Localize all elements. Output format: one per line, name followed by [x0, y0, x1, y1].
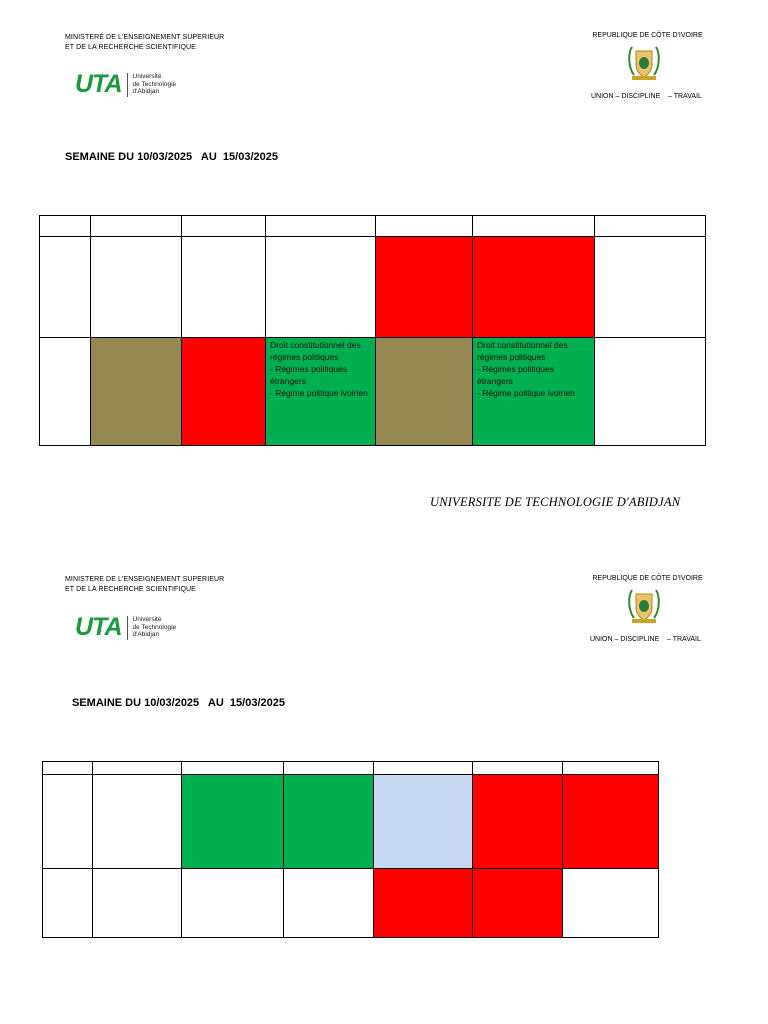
- table-cell: [266, 338, 376, 446]
- header-cell: [182, 216, 266, 237]
- logo-line-1: Université: [132, 616, 162, 624]
- section-1: [0, 0, 768, 470]
- table-cell: [563, 869, 659, 938]
- table-cell: [473, 237, 595, 338]
- table-cell: [182, 869, 284, 938]
- table-cell: [376, 338, 473, 446]
- table-row: [40, 237, 706, 338]
- week-title: SEMAINE DU 10/03/2025 AU 15/03/2025: [72, 697, 285, 709]
- uta-logo-mark: UTA: [75, 70, 122, 98]
- header-cell: [40, 216, 91, 237]
- uta-logo-text: [133, 616, 177, 639]
- logo-line-1: Université: [132, 73, 162, 81]
- header-cell: [284, 762, 374, 775]
- uta-logo: [75, 613, 176, 642]
- table-header-row: [43, 762, 659, 775]
- header-cell: [473, 216, 595, 237]
- week-title: SEMAINE DU 10/03/2025 AU 15/03/2025: [65, 151, 278, 163]
- header-cell: [182, 762, 284, 775]
- republic-label: REPUBLIQUE DE CÔTE D'IVOIRE: [592, 32, 703, 39]
- header-cell: [91, 216, 182, 237]
- ministry-line-1: MINISTERE DE L'ENSEIGNEMENT SUPERIEUR: [65, 576, 225, 583]
- ministry-header: [65, 575, 224, 595]
- table-cell: [374, 869, 473, 938]
- motto: UNION – DISCIPLINE – TRAVAIL: [591, 93, 702, 100]
- republic-label: REPUBLIQUE DE CÔTE D'IVOIRE: [592, 575, 703, 582]
- course-text: Droit constitutionnel des régimes politiques - Régimes politiques étrangers - Régime politique ivoirien: [270, 340, 368, 398]
- table-cell: [595, 338, 706, 446]
- header-cell: [595, 216, 706, 237]
- logo-divider: [127, 616, 128, 640]
- header-cell: [376, 216, 473, 237]
- table-cell: [182, 775, 284, 869]
- table-cell: [473, 775, 563, 869]
- header-cell: [563, 762, 659, 775]
- coat-of-arms-icon: [624, 586, 664, 626]
- table-cell: [595, 237, 706, 338]
- table-cell: [473, 338, 595, 446]
- header-cell: [43, 762, 93, 775]
- logo-line-2: de Technologie: [132, 623, 177, 631]
- logo-line-2: de Technologie: [132, 80, 177, 88]
- ministry-line-2: ET DE LA RECHERCHE SCIENTIFIQUE: [65, 44, 196, 51]
- university-signature: UNIVERSITE DE TECHNOLOGIE D'ABIDJAN: [430, 495, 681, 509]
- table-cell: [473, 869, 563, 938]
- table-row: [43, 869, 659, 938]
- table-row: [43, 775, 659, 869]
- uta-logo: [75, 70, 176, 99]
- table-cell: [40, 338, 91, 446]
- table-cell: [182, 237, 266, 338]
- motto: UNION – DISCIPLINE – TRAVAIL: [590, 636, 701, 643]
- course-text: Droit constitutionnel des régimes politiques - Régimes politiques étrangers - Régime politique ivoirien: [477, 340, 575, 398]
- table-cell: [266, 237, 376, 338]
- ministry-line-2: ET DE LA RECHERCHE SCIENTIFIQUE: [65, 586, 196, 593]
- schedule-table: [39, 215, 706, 446]
- table-cell: [91, 338, 182, 446]
- ministry-header: [65, 33, 224, 53]
- table-cell: [284, 775, 374, 869]
- logo-divider: [127, 73, 128, 97]
- table-cell: [374, 775, 473, 869]
- table-cell: [284, 869, 374, 938]
- logo-line-3: d'Abidjan: [132, 631, 160, 639]
- table-header-row: [40, 216, 706, 237]
- coat-of-arms-icon: [624, 43, 664, 83]
- table-cell: [43, 869, 93, 938]
- header-cell: [93, 762, 182, 775]
- table-row: [40, 338, 706, 446]
- table-cell: [563, 775, 659, 869]
- table-cell: [182, 338, 266, 446]
- table-cell: [93, 775, 182, 869]
- table-cell: [376, 237, 473, 338]
- section-2: [0, 540, 768, 960]
- table-cell: [93, 869, 182, 938]
- logo-line-3: d'Abidjan: [132, 88, 160, 96]
- schedule-table: [42, 761, 659, 938]
- header-cell: [374, 762, 473, 775]
- ministry-line-1: MINISTERE DE L'ENSEIGNEMENT SUPERIEUR: [65, 34, 225, 41]
- header-cell: [266, 216, 376, 237]
- table-cell: [91, 237, 182, 338]
- table-cell: [40, 237, 91, 338]
- table-cell: [43, 775, 93, 869]
- uta-logo-mark: UTA: [75, 613, 122, 641]
- header-cell: [473, 762, 563, 775]
- uta-logo-text: [133, 73, 177, 96]
